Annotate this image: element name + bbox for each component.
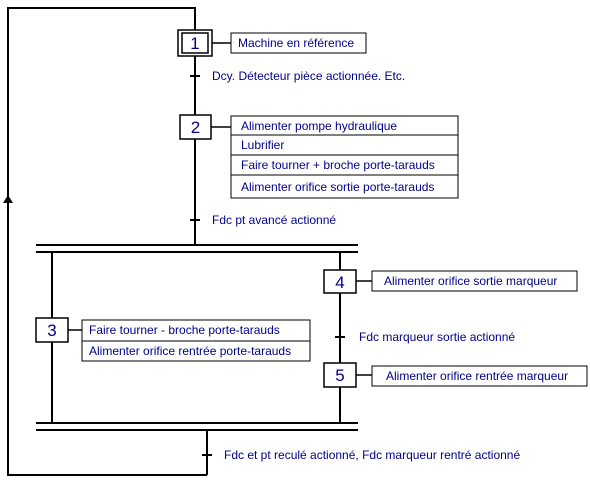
step-5 <box>324 363 356 387</box>
step-number: 2 <box>190 118 201 137</box>
step-number: 4 <box>335 273 345 292</box>
transition-label: Fdc pt avancé actionné <box>212 213 337 227</box>
step-2 <box>180 115 211 139</box>
action-text: Alimenter orifice rentrée marqueur <box>386 369 569 383</box>
loop-arrow-icon <box>3 195 13 203</box>
step-4 <box>324 270 356 293</box>
transition-label: Dcy. Détecteur pièce actionnée. Etc. <box>212 69 406 83</box>
step-3 <box>36 318 68 342</box>
step-2-actions <box>231 116 458 198</box>
step-number: 5 <box>335 366 345 385</box>
action-text: Alimenter orifice sortie porte-tarauds <box>241 180 435 194</box>
step-4-actions <box>372 271 577 291</box>
transition-end <box>202 448 520 462</box>
transition-label: Fdc et pt reculé actionné, Fdc marqueur rentré actionné <box>224 448 521 462</box>
step-5-actions <box>372 366 587 386</box>
divergence-bar <box>36 245 358 252</box>
action-text: Machine en référence <box>238 36 355 50</box>
action-text: Faire tourner - broche porte-tarauds <box>89 323 280 337</box>
transition-1-2 <box>190 69 405 83</box>
transition-4-5 <box>335 330 515 344</box>
transition-2-div <box>190 213 336 227</box>
action-text: Alimenter orifice rentrée porte-tarauds <box>89 344 292 358</box>
action-text: Faire tourner + broche porte-tarauds <box>241 158 435 172</box>
action-text: Lubrifier <box>241 138 285 152</box>
action-text: Alimenter pompe hydraulique <box>241 119 398 133</box>
step-1 <box>178 30 212 56</box>
transition-label: Fdc marqueur sortie actionné <box>359 330 516 344</box>
step-number: 3 <box>47 321 57 340</box>
step-number: 1 <box>190 34 200 53</box>
convergence-bar <box>36 423 358 430</box>
action-text: Alimenter orifice sortie marqueur <box>384 274 558 288</box>
step-3-actions <box>82 320 310 361</box>
step-1-actions <box>231 33 366 53</box>
